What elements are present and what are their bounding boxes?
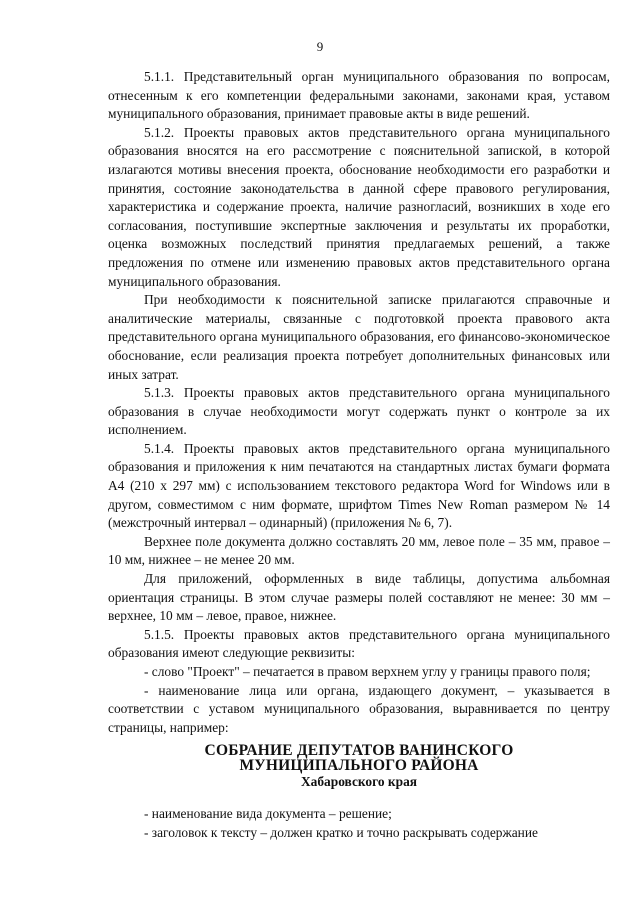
list-item-doc-type: - наименование вида документа – решение; bbox=[144, 806, 392, 822]
list-item-project-word: - слово "Проект" – печатается в правом верхнем углу у границы правого поля; bbox=[144, 664, 591, 679]
example-heading-line2: МУНИЦИПАЛЬНОГО РАЙОНА bbox=[239, 757, 479, 775]
paragraph-5-1-2: 5.1.2. Проекты правовых актов представительного органа муниципального образования вносятся на его рассмотрение с пояснительной запиской, в которой излагаются мотивы внесения проекта, обоснование необходимости его разработки и принятия, состояние законодательства в данной сфере правового регулирования, характеристика и содержание проекта, наличие разногласий, возникших в ходе его согласования, поступившие экспертные заключения и результаты их проработки, оценка возможных последствий принятия предлагаемых решений, а также предложения по отмене или изменению правовых актов представительного органа муниципального образования. bbox=[108, 124, 610, 289]
example-heading bbox=[108, 743, 610, 791]
paragraph-5-1-3: 5.1.3. Проекты правовых актов представительного органа муниципального образования в случае необходимости могут содержать пункт о контроле за их исполнением. bbox=[108, 385, 610, 438]
list-item-title: - заголовок к тексту – должен кратко и точно раскрывать содержание bbox=[144, 824, 538, 840]
paragraph-explanatory-materials: При необходимости к пояснительной записке прилагаются справочные и аналитические материалы, связанные с подготовкой проекта правового акта представительного органа муниципального образования, его финансово-экономическое обоснование, если реализация проекта потребует дополнительных финансовых или иных затрат. bbox=[108, 292, 610, 382]
example-heading-line1: СОБРАНИЕ ДЕПУТАТОВ ВАНИНСКОГО bbox=[204, 742, 514, 760]
paragraph-5-1-1: 5.1.1. Представительный орган муниципального образования по вопросам, отнесенным к его компетенции федеральными законами, законами края, уставом муниципального образования, принимает правовые акты в виде решений. bbox=[108, 69, 610, 122]
example-heading-line3: Хабаровского края bbox=[300, 774, 418, 790]
paragraph-5-1-5: 5.1.5. Проекты правовых актов представительного органа муниципального образования имеют следующие реквизиты: bbox=[108, 626, 610, 661]
document-body bbox=[108, 68, 610, 843]
paragraph-margins: Верхнее поле документа должно составлять 20 мм, левое поле – 35 мм, правое – 10 мм, нижнее – не менее 20 мм. bbox=[108, 533, 610, 568]
paragraph-landscape: Для приложений, оформленных в виде таблицы, допустима альбомная ориентация страницы. В этом случае размеры полей составляют не менее: 30 мм – верхнее, 10 мм – левое, правое, нижнее. bbox=[108, 571, 610, 624]
list-item-issuer-name: - наименование лица или органа, издающего документ, – указывается в соответствии с уставом муниципального образования, выравнивается по центру страницы, например: bbox=[108, 682, 610, 735]
page-number: 9 bbox=[316, 39, 324, 54]
paragraph-5-1-4: 5.1.4. Проекты правовых актов представительного органа муниципального образования и приложения к ним печатаются на стандартных листах бумаги формата А4 (210 х 297 мм) с использованием текстового редактора Word for Windows или в другом, совместимом с ним формате, шрифтом Times New Roman размером № 14 (межстрочный интервал – одинарный) (приложения № 6, 7). bbox=[108, 440, 610, 531]
